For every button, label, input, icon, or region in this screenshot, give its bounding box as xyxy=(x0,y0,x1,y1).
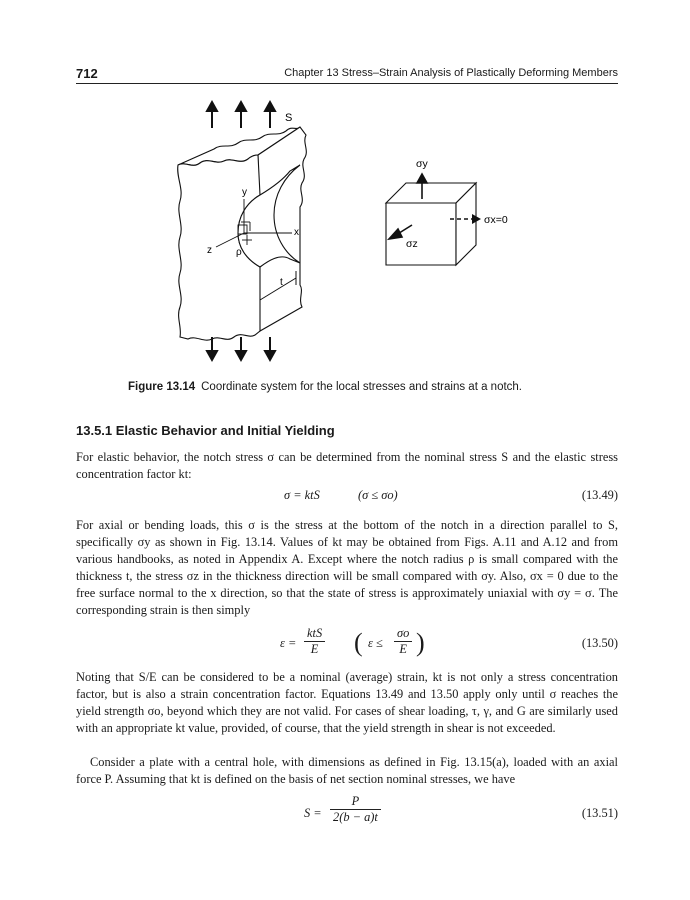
paragraph-3: Noting that S/E can be considered to be a nominal (average) strain, kt is not only a stress concentration factor, but is also a strain concentration factor. Equations 13.49 and 13.50 apply only until σ reaches the yield strength σo, beyond which they are not valid. For cases of shear loading, τ, γ, and G are similarly used with an appropriate kt value, provided, of course, that the yield strength in shear is not exceeded. xyxy=(76,670,618,735)
label-x: x xyxy=(294,227,299,238)
label-z: z xyxy=(207,245,212,256)
eq51-numerator: P xyxy=(330,794,381,810)
caption-text: Coordinate system for the local stresses and strains at a notch. xyxy=(201,381,523,393)
header-rule xyxy=(76,83,618,84)
label-sigma-z: σz xyxy=(406,238,418,250)
eq50-cond-numerator: σo xyxy=(394,626,412,642)
paragraph-4: Consider a plate with a central hole, with dimensions as defined in Fig. 13.15(a), loaded with an axial force P. Assuming that kt is defined on the basis of net section nominal stresses, we have xyxy=(76,755,618,786)
eq50-cond-denominator: E xyxy=(399,642,407,656)
figure-13-14 xyxy=(150,95,550,365)
eq51-denominator: 2(b − a)t xyxy=(333,810,378,824)
eq50-number: (13.50) xyxy=(581,636,618,650)
eq50-fraction xyxy=(304,626,325,657)
label-rho: ρ xyxy=(236,247,242,258)
load-arrows-bottom xyxy=(207,337,275,360)
eq50-cond-fraction xyxy=(394,626,412,657)
eq50-paren-close: ) xyxy=(416,628,425,657)
running-head: Chapter 13 Stress–Strain Analysis of Plastically Deforming Members xyxy=(284,67,618,79)
load-arrows-top xyxy=(207,102,275,128)
eq51-fraction xyxy=(330,794,381,825)
label-sigma-x: σx=0 xyxy=(484,214,508,226)
eq50-cond-pre: ε ≤ xyxy=(368,636,383,650)
label-t: t xyxy=(280,277,283,288)
equation-13-50 xyxy=(76,626,618,662)
notch-diagram xyxy=(150,95,550,365)
eq49-number: (13.49) xyxy=(581,488,618,502)
page-number: 712 xyxy=(76,66,98,81)
eq50-denominator: E xyxy=(310,642,319,656)
label-sigma-y: σy xyxy=(416,158,428,170)
label-y: y xyxy=(242,187,247,198)
eq50-lhs: ε = xyxy=(280,636,297,650)
eq51-number: (13.51) xyxy=(581,806,618,820)
eq49-lhs: σ = ktS xyxy=(284,488,320,502)
eq51-lhs: S = xyxy=(304,806,322,820)
eq50-numerator: ktS xyxy=(304,626,325,642)
equation-13-49 xyxy=(76,488,618,506)
paragraph-2: For axial or bending loads, this σ is the stress at the bottom of the notch in a direction parallel to S, specifically σy as shown in Fig. 13.14. Values of kt may be obtained from Figs. A.11 and A.12 and from various handbooks, as noted in Appendix A. Except where the notch radius ρ is small compared with the thickness t, the stress σz in the thickness direction will be small compared with σy. Also, σx = 0 due to the free surface normal to the x direction, so that the state of stress is approximately uniaxial with σy = σ. The corresponding strain is then simply xyxy=(76,518,618,617)
caption-label: Figure 13.14 xyxy=(128,381,196,393)
paragraph-1: For elastic behavior, the notch stress σ can be determined from the nominal stress S and the elastic stress concentration factor kt: xyxy=(76,450,618,481)
label-S: S xyxy=(285,112,293,124)
stress-element-cube xyxy=(386,183,476,265)
equation-13-51 xyxy=(76,794,618,834)
page-header xyxy=(76,66,618,84)
section-heading: 13.5.1 Elastic Behavior and Initial Yielding xyxy=(76,423,335,438)
figure-caption xyxy=(128,381,522,393)
eq49-condition: (σ ≤ σo) xyxy=(358,488,398,502)
eq50-paren-open: ( xyxy=(354,628,363,657)
